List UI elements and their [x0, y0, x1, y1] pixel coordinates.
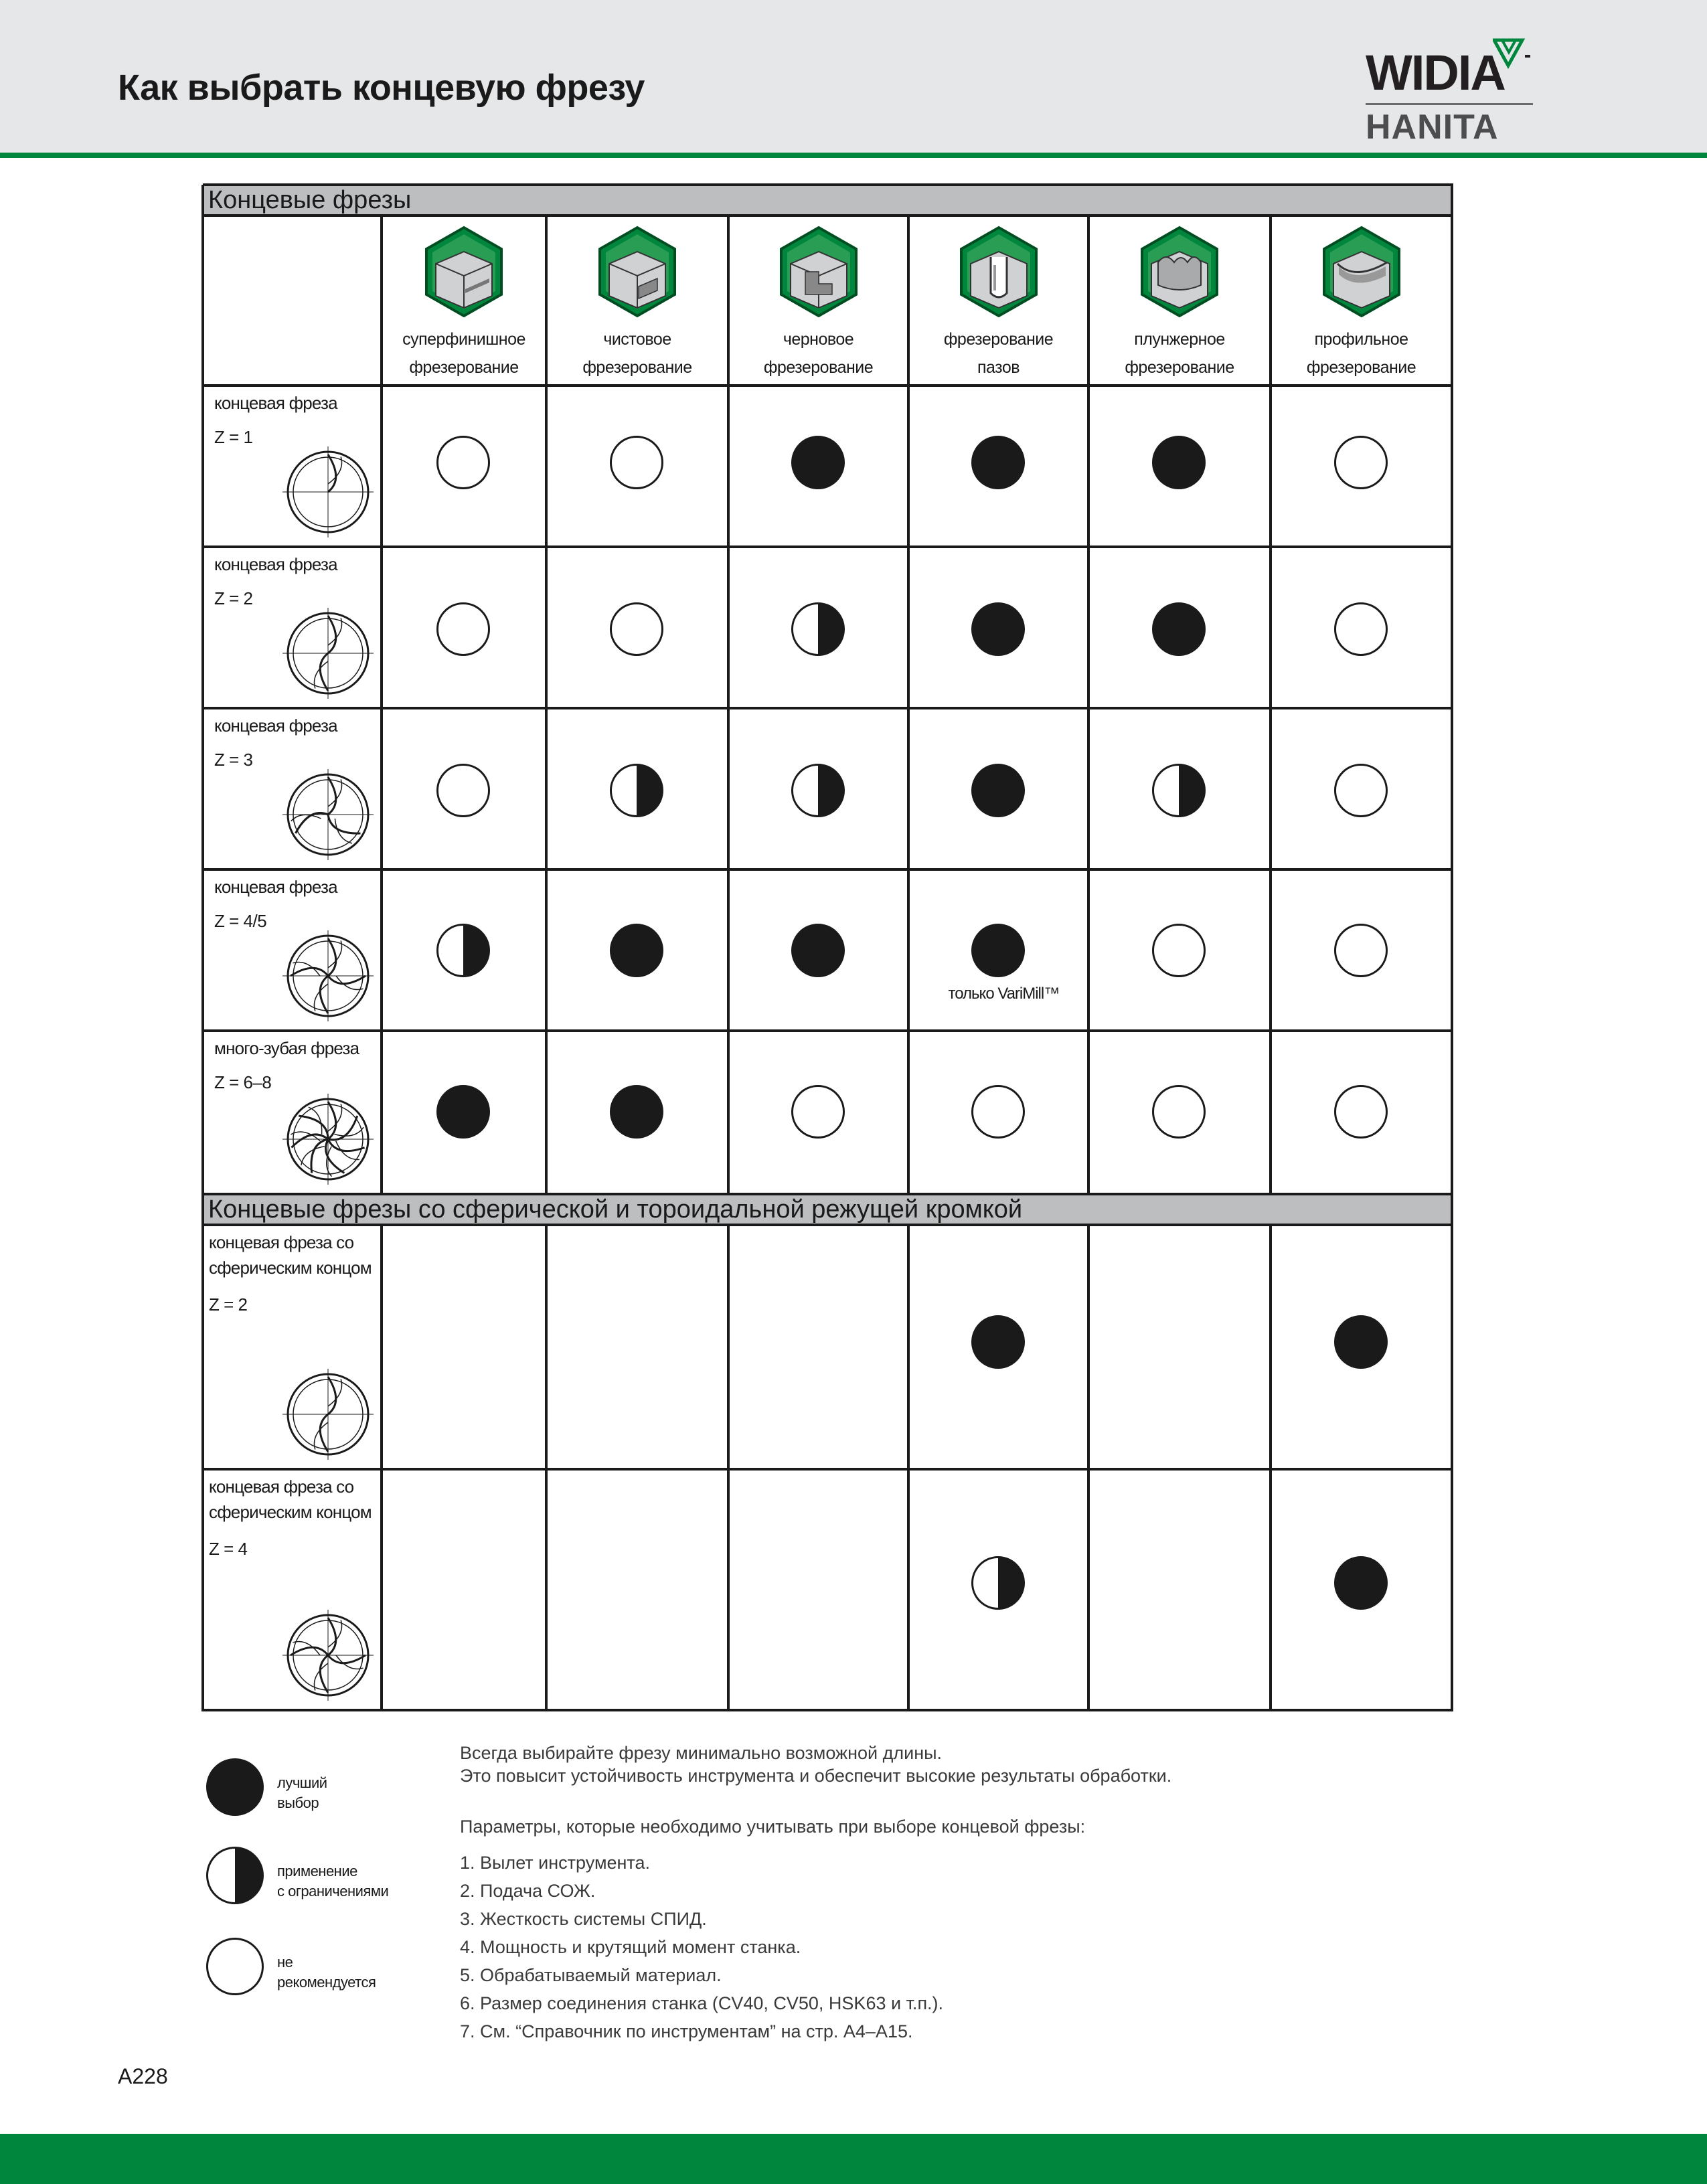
row-label: концевая фреза: [214, 877, 337, 897]
rating-dot-best: [1334, 1315, 1388, 1369]
row-label: концевая фреза: [214, 716, 337, 736]
rating-dot-not: [1334, 436, 1388, 489]
column-label-line1: черновое: [783, 330, 854, 349]
table-column-divider: [907, 1225, 910, 1711]
table-row-divider: [203, 384, 1453, 387]
table-row-divider: [203, 868, 1453, 871]
rating-dot-best: [971, 1315, 1025, 1369]
rating-dot-not: [610, 436, 663, 489]
rating-dot-limited: [1152, 764, 1206, 817]
finish-milling-icon: [590, 225, 684, 319]
table-bottom-border: [203, 1709, 1453, 1711]
params-list-item: 3. Жесткость системы СПИД.: [460, 1909, 707, 1929]
rating-dot-not: [610, 602, 663, 656]
rating-dot-limited: [791, 764, 845, 817]
rating-dot-not: [1152, 924, 1206, 977]
tool-cross-section-icon: [281, 1367, 375, 1461]
row-teeth-count: Z = 6–8: [214, 1072, 272, 1092]
rating-dot-not: [791, 1085, 845, 1139]
params-list-item: 4. Мощность и крутящий момент станка.: [460, 1937, 801, 1957]
rating-dot-best: [971, 764, 1025, 817]
page-number: A228: [118, 2064, 168, 2088]
rating-dot-best: [1152, 602, 1206, 656]
column-label-line2: фрезерование: [1125, 358, 1234, 377]
logo-widia-text: WIDIA: [1366, 45, 1505, 100]
rating-dot-not: [971, 1085, 1025, 1139]
rating-dot-limited: [436, 924, 490, 977]
params-title: Параметры, которые необходимо учитывать при выборе концевой фрезы:: [460, 1817, 1086, 1837]
row-label: концевая фреза: [214, 393, 337, 413]
table-column-divider: [1087, 1225, 1090, 1711]
legend-text: выбор: [277, 1794, 319, 1811]
legend-text: с ограничениями: [277, 1883, 389, 1900]
rating-dot-best: [610, 1085, 663, 1139]
column-label-line2: фрезерование: [763, 358, 874, 377]
column-label-line1: суперфинишное: [402, 330, 525, 349]
plunge-milling-icon: [1133, 225, 1226, 319]
section-bar-ball-toroidal: Концевые фрезы со сферической и тороидальной режущей кромкой: [203, 1194, 1452, 1225]
rating-dot-best: [1152, 436, 1206, 489]
column-label-line1: фрезерование: [943, 330, 1054, 349]
table-row-divider: [203, 707, 1453, 709]
row-label: концевая фреза со: [209, 1477, 354, 1497]
table-column-divider: [545, 1225, 548, 1711]
params-list-item: 6. Размер соединения станка (CV40, CV50, HSK63 и т.п.).: [460, 1993, 944, 2013]
table-row-divider: [203, 1468, 1453, 1471]
row-label: концевая фреза: [214, 554, 337, 574]
row-teeth-count: Z = 2: [209, 1294, 248, 1315]
rating-dot-not: [1152, 1085, 1206, 1139]
rating-dot-best: [791, 924, 845, 977]
table-line: [203, 1193, 1453, 1195]
rating-dot-not: [1334, 764, 1388, 817]
superfinish-milling-icon: [417, 225, 511, 319]
row-teeth-count: Z = 2: [214, 588, 253, 608]
column-label-line2: фрезерование: [1306, 358, 1416, 377]
note-line-2: Это повысит устойчивость инструмента и обеспечит высокие результаты обработки.: [460, 1766, 1172, 1786]
column-label-line1: плунжерное: [1134, 330, 1225, 349]
rating-dot-not: [1334, 1085, 1388, 1139]
params-list-item: 1. Вылет инструмента.: [460, 1853, 651, 1873]
params-list-item: 5. Обрабатываемый материал.: [460, 1965, 722, 1985]
rating-dot-not: [436, 602, 490, 656]
table-line: [203, 214, 1453, 217]
page-title: Как выбрать концевую фрезу: [118, 68, 645, 108]
rating-dot-not: [436, 764, 490, 817]
legend-text: рекомендуется: [277, 1974, 376, 1991]
tool-cross-section-icon: [281, 606, 375, 700]
row-teeth-count: Z = 4/5: [214, 911, 267, 931]
slot-milling-icon: [952, 225, 1046, 319]
legend-text: не: [277, 1954, 293, 1970]
column-label-line1: чистовое: [603, 330, 671, 349]
params-list-item: 2. Подача СОЖ.: [460, 1881, 596, 1901]
rating-dot-not: [1334, 924, 1388, 977]
rough-milling-icon: [772, 225, 866, 319]
rating-dot-best: [791, 436, 845, 489]
column-label-line2: фрезерование: [409, 358, 519, 377]
row-label: сферическим концом: [209, 1502, 372, 1522]
table-row-divider: [203, 545, 1453, 548]
params-list-item: 7. См. “Справочник по инструментам” на стр. A4–A15.: [460, 2021, 913, 2041]
table-left-border: [201, 185, 204, 1711]
rating-dot-best: [436, 1085, 490, 1139]
tool-cross-section-icon: [281, 1608, 375, 1702]
row-teeth-count: Z = 3: [214, 750, 253, 770]
section-bar-end-mills: Концевые фрезы: [203, 185, 1452, 216]
rating-dot-limited: [971, 1556, 1025, 1610]
tool-cross-section-icon: [281, 445, 375, 539]
table-top-border: [203, 183, 1453, 186]
rating-dot-best: [971, 602, 1025, 656]
profile-milling-icon: [1315, 225, 1408, 319]
note-line-1: Всегда выбирайте фрезу минимально возможной длины.: [460, 1743, 943, 1763]
rating-dot-not: [436, 436, 490, 489]
varimill-note: только VariMill™: [948, 985, 1060, 1003]
row-label: много-зубая фреза: [214, 1038, 359, 1058]
rating-dot-not: [1334, 602, 1388, 656]
rating-dot-limited: [791, 602, 845, 656]
rating-dot-limited: [610, 764, 663, 817]
rating-dot-best: [971, 924, 1025, 977]
table-column-divider: [380, 1225, 383, 1711]
legend-text: лучший: [277, 1774, 327, 1791]
rating-dot-best: [610, 924, 663, 977]
row-label: сферическим концом: [209, 1258, 372, 1278]
tool-cross-section-icon: [281, 929, 375, 1023]
rating-dot-best: [1334, 1556, 1388, 1610]
tool-cross-section-icon: [281, 768, 375, 861]
column-label-line1: профильное: [1314, 330, 1408, 349]
table-column-divider: [727, 1225, 730, 1711]
rating-dot-best: [971, 436, 1025, 489]
footer-bar: [0, 2134, 1707, 2184]
legend-text: применение: [277, 1863, 357, 1879]
row-teeth-count: Z = 1: [214, 427, 253, 447]
legend-dot-not: [206, 1938, 264, 1995]
table-column-divider: [1269, 1225, 1272, 1711]
legend-dot-best: [206, 1758, 264, 1816]
logo-hanita-text: HANITA: [1366, 108, 1499, 147]
legend-dot-limited: [206, 1847, 264, 1904]
table-right-border: [1451, 185, 1453, 1711]
column-label-line2: пазов: [977, 358, 1020, 377]
tool-cross-section-icon: [281, 1092, 375, 1186]
column-label-line2: фрезерование: [582, 358, 692, 377]
table-line: [203, 1224, 1453, 1226]
table-row-divider: [203, 1029, 1453, 1032]
row-label: концевая фреза со: [209, 1232, 354, 1252]
row-teeth-count: Z = 4: [209, 1539, 248, 1559]
